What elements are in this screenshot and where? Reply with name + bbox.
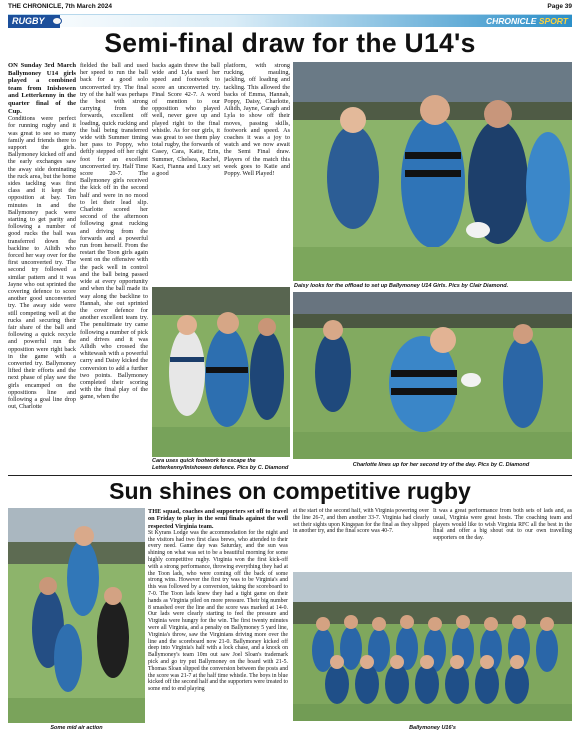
section-tag: [8, 15, 60, 28]
story1-column-1: [8, 62, 76, 466]
photo-daisy-offload: [293, 62, 572, 281]
story1-column-4: [224, 62, 290, 284]
story2-column-3: [433, 508, 572, 568]
story1-col3-text: backs again threw the ball wide and Lyla used her speed and footwork to score an unconverted try. Final Score 42-7. A word of mention to our opposition who played well, never gave up and played right to the final whistle. As for our girls, it was great to see them play total rugby, the forwards of Casey, Cara, Katie, Erin, Summer, Chelsea, Rachel, Kaci, Fianna and Lucy set a good: [152, 62, 220, 178]
story1-column-3: [152, 62, 220, 284]
brand-logo: [486, 15, 568, 28]
story2-headline: Sun shines on competitive rugby: [109, 478, 471, 504]
masthead: [8, 3, 572, 13]
story1-column-2: [80, 62, 148, 466]
story2-column-1: [148, 508, 288, 728]
story-divider: [8, 475, 572, 476]
caption-daisy: Daisy looks for the offload to set up Ballymoney U14 Girls. Pics by Clair Diamond.: [294, 283, 509, 289]
page-number: Page 39: [547, 3, 572, 10]
section-band: [8, 14, 572, 27]
photo-mid-air-action: [8, 508, 145, 723]
story2-col2-text: at the start of the second half, with Virginia powering over the line 26-7, and then another 33-7. Virginia had clearly set their sights upon Kingspan for the final as they slipped in another try, and the final score was 40-7.: [293, 508, 429, 535]
caption-cara: Cara uses quick footwork to escape the Letterkenny/Inishowen defence. Pics by C. Diamond: [152, 458, 289, 471]
section-label: RUGBY: [12, 16, 45, 26]
photo-cara-footwork: [152, 287, 290, 457]
story2-col3-text: It was a great performance from both sets of lads and, as usual, Virginia were great hosts. The coaching team and players would like to wish Virginia RFC all the best in the final and offer a big shout out to our own travelling supporters on the day.: [433, 508, 572, 542]
story2-column-2: [293, 508, 429, 568]
story1-col1-text: Conditions were perfect for running rugby and it was great to see so many family and friends there to support the girls. Ballymoney kicked off and the early exchanges saw the away side dominating the ruck area, but the home sides tackling was first class and it kept the opposition at bay. Ten minutes in and the Ballymoney pack were starting to get parity and following a number of good rucks the ball was transferred down the backline to Ailidh who forced her way over for the first unconverted try. The second try followed a similar pattern and it was Jayne who out sprinted the covering defence to score another good unconverted try. The away side were still competing well at the rucks and securing their fair share of the ball and following a quick recycle and powerful run the opposition were right back in the game with a converted try. Ballymoney lifted their efforts and the next phase of play saw the girls encamped on the oppositions line and following a goal line drop out, Charlotte: [8, 115, 76, 411]
caption-mid-air: Some mid air action: [50, 725, 103, 731]
issue-date: THE CHRONICLE, 7th March 2024: [8, 3, 113, 10]
story1-headline: Semi-final draw for the U14's: [104, 28, 476, 58]
caption-u16: Ballymoney U16's: [409, 725, 456, 731]
photo-ballymoney-u16: [293, 572, 572, 721]
story1-col2-text: fielded the ball and used her speed to run the ball back for a good solo unconverted try. The final try of the half was perhaps the best with strong carrying from the forwards, excellent off loading, quick rucking and the ball being transferred wide with Summer timing her pass to Poppy, who deftly stepped off her right foot for an excellent unconverted try. Half Time score 20-7. The Ballymoney girls received the kick off in the second half and were in no mood to let their lead slip. Charlotte scored her second of the afternoon following great rucking and driving from the forwards and a powerful run from herself. From the restart the Toon girls again went on the offensive with the pack well in control and the ball being passed wide at every opportunity and when the ball made its way along the backline to Hannah, she out sprinted the cover defence for another excellent team try. The penultimate try came following a number of pick and drives and it was Ailidh who crossed the whitewash with a powerful carry and Daisy kicked the conversion to add a further two points. Ballymoney completed their scoring with the final play of the game, when the: [80, 62, 148, 401]
photo-charlotte-try: [293, 292, 572, 459]
story1-col4-text: platform, with strong rucking, mauling, jackling, off loading and tackling. This allowed the backs of Emma, Hannah, Poppy, Daisy, Charlotte, Ailidh, Jayne, Caragh and Lyla to show off their moves, passing skills, footwork and speed. As coaches it was a joy to watch and we now await the Semi Final draw. Players of the match this week goes to Katie and Poppy. Well Played!: [224, 62, 290, 178]
brand-section: SPORT: [538, 16, 568, 26]
rugby-ball-icon: [52, 17, 62, 25]
story1-lead: ON Sunday 3rd March Ballymoney U14 girls played a combined team from Inishowen and Letterkenny in the quarter final of the Cup.: [8, 62, 76, 115]
story2-lead: THE squad, coaches and supporters set off to travel on Friday to play in the semi finals against the well respected Virginia team.: [148, 508, 288, 530]
story2-col1-text: St Kyrans Lodge was the accommodation for the night and the visitors had two first class brews, who attended to their every need. Game day was Saturday, and the sun was shining on what was set to be a beautiful morning for some highly competitive rugby. Virginia won the first kick-off with a strong performance, throwing everything they had at the Toon lads, who were coming off the back of some strong wins. However the first try was to be Virginia's and this was followed by a conversion, taking the scoreboard to 7-0. The Toon lads knew they had a tight game on their hands as Virginia piled on more pressure. Their big number 8 smashed over the line and the score was marked at 14-0. Our lads were clearly starting to feel the pressure and Virginia were hungry for the win. The first twenty minutes were all Virginia, and a penalty on Ballymoney 5 yard line, Virginia's throw, saw the Virginians driving more over the line and the scoreboard now 21-0. Ballymoney kicked off deep into Virginia's half with a lock chase, and a knock on Ballymoney's team 10m out saw Joel Sloan's trademark pick and go try put Ballymoney on the board with 21-5. Thomas Sloan slipped the conversion between the posts and the score was 21-7 at the half time whistle. The boys in blue kicked off the second half and the supporters were treated to some end to end playing: [148, 529, 288, 693]
caption-charlotte: Charlotte lines up for her second try of the day. Pics by C. Diamond: [352, 462, 530, 468]
brand-name: CHRONICLE: [485, 16, 537, 26]
